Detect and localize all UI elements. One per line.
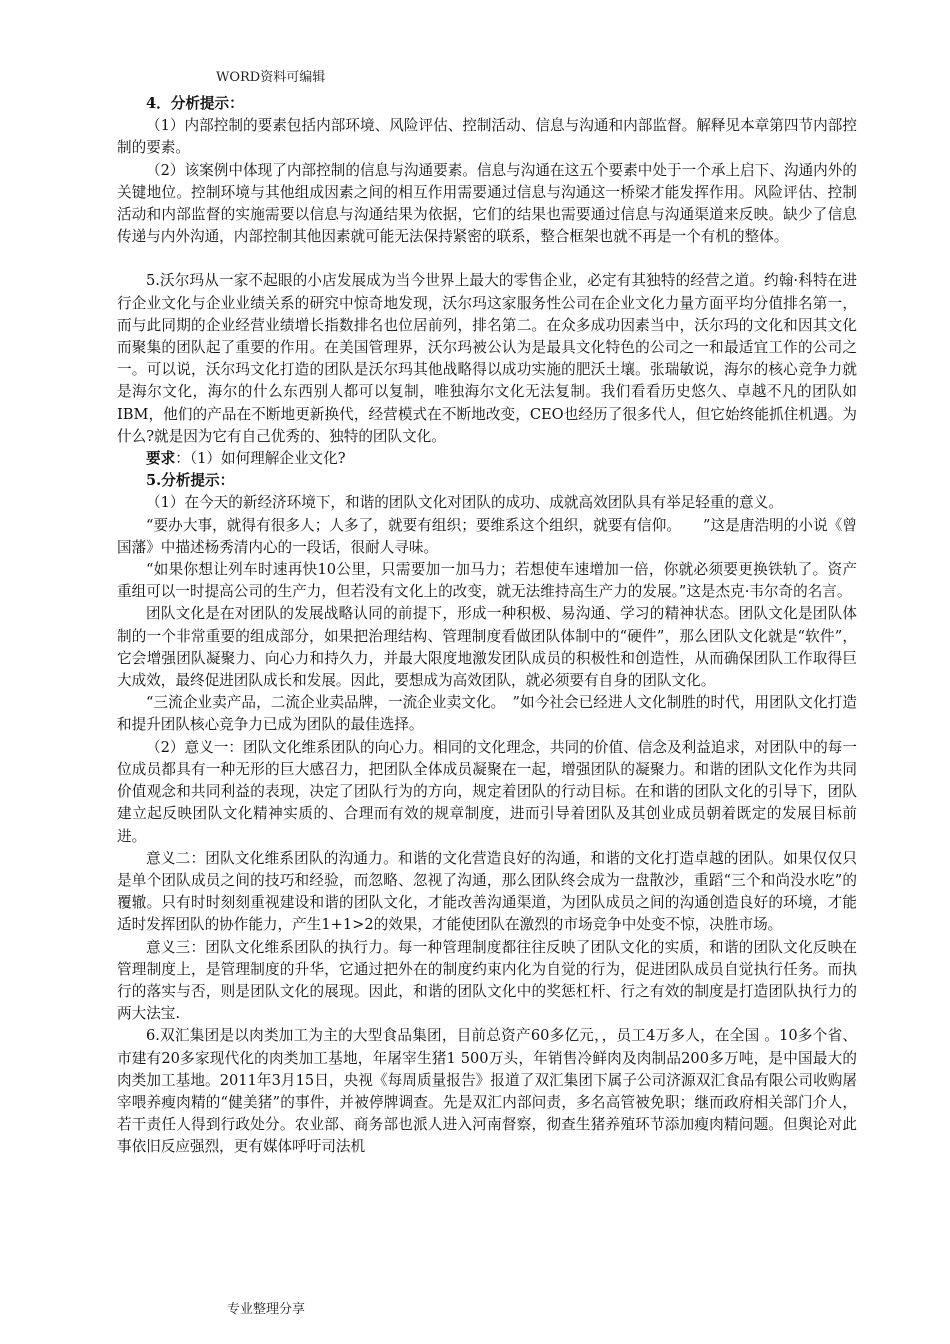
section5-analysis-4: 团队文化是在对团队的发展战略认同的前提下，形成一种积极、易沟通、学习的精神状态。团队文化是团队体制的一个非常重要的组成部分，如果把治理结构、管理制度看做团队体制中的“硬件”，那么团队文化就是“软件”，它会增强团队凝聚力、向心力和持久力，并最大限度地激发团队成员的积极性和创造性，从而确保团队工作取得巨大成效，最终促进团队成长和发展。因此，要想成为高效团队，就必须要有自身的团队文化。 [117, 605, 857, 690]
section5-analysis-8: 意义三：团队文化维系团队的执行力。每一种管理制度都往往反映了团队文化的实质，和谐的团队文化反映在管理制度上，是管理制度的升华，它通过把外在的制度约束内化为自觉的行为，促进团队成员自觉执行任务。而执行的落实与否，则是团队文化的展现。因此，和谐的团队文化中的奖惩杠杆、行之有效的制度是打造团队执行力的两大法宝. [117, 938, 857, 1023]
section5-analysis-3: “如果你想让列车时速再快10公里，只需要加一加马力；若想使车速增加一倍，你就必须要更换铁轨了。资产重组可以一时提高公司的生产力，但若没有文化上的改变，就无法维持高生产力的发展。”这是杰克·韦尔奇的名言。 [117, 561, 857, 601]
section5-analysis-6: （2）意义一：团队文化维系团队的向心力。相同的文化理念，共同的价值、信念及利益追求，对团队中的每一位成员都具有一种无形的巨大感召力，把团队全体成员凝聚在一起，增强团队的凝聚力。和谐的团队文化作为共同价值观念和共同利益的表现，决定了团队行为的方向，规定着团队的行动目标。在和谐的团队文化的引导下，团队建立起反映团队文化精神实质的、合理而有效的规章制度，进而引导着团队及其创业成员朝着既定的发展目标前进。 [117, 738, 857, 845]
section5-analysis-1: （1）在今天的新经济环境下，和谐的团队文化对团队的成功、成就高效团队具有举足轻重的意义。 [146, 494, 783, 512]
section5-analysis-5: “三流企业卖产品，二流企业卖品牌，一流企业卖文化。 ”如今社会已经进人文化制胜的时代，用团队文化打造和提升团队核心竞争力已成为团队的最佳选择。 [117, 694, 857, 734]
section6-case: 6.双汇集团是以肉类加工为主的大型食品集团，目前总资产60多亿元，，员工4万多人，在全国 。10多个省、市建有20多家现代化的肉类加工基地，年屠宰生猪1 500万头，年销售冷鲜肉及肉制品200多万吨，是中国最大的肉类加工基地。2011年3月15日，央视《每周质量报告》报道了双汇集团下属子公司济源双汇食品有限公司收购屠宰喂养瘦肉精的“健美猪”的事件，并被停牌调查。先是双汇内部问责，多名高管被免职；继而政府相关部门介人，若干责任人得到行政处分。农业部、商务部也派人进入河南督察，彻查生猪养殖环节添加瘦肉精问题。但舆论对此事依旧反应强烈，更有媒体呼吁司法机 [117, 1027, 857, 1156]
section5-requirement [117, 448, 857, 470]
section5-analysis-2: “要办大事，就得有很多人；人多了，就要有组织；要维系这个组织，就要有信仰。 ”这是唐浩明的小说《曾国藩》中描述杨秀清内心的一段话，很耐人寻味。 [117, 516, 857, 556]
requirement-text: ：（1）如何理解企业文化? [175, 450, 346, 468]
section4-paragraph-1: （1）内部控制的要素包括内部环境、风险评估、控制活动、信息与沟通和内部监督。解释见本章第四节内部控制的要素。 [117, 117, 857, 157]
page-header: WORD资料可编辑 [216, 70, 326, 85]
section4-heading: 4．分析提示： [146, 95, 244, 112]
paragraph-spacer [117, 248, 857, 270]
page-footer: 专业整理分享 [227, 1302, 306, 1317]
section5-analysis-7: 意义二：团队文化维系团队的沟通力。和谐的文化营造良好的沟通，和谐的文化打造卓越的团队。如果仅仅只是单个团队成员之间的技巧和经验，而忽略、忽视了沟通，那么团队终会成为一盘散沙，重蹈“三个和尚没水吃”的覆辙。只有时时刻刻重视建设和谐的团队文化，才能改善沟通渠道，为团队成员之间的沟通创造良好的环境，才能适时发挥团队的协作能力，产生1+1>2的效果，才能使团队在激烈的市场竞争中处变不惊，决胜市场。 [117, 849, 857, 934]
document-body [117, 93, 857, 1159]
section5-case: 5.沃尔玛从一家不起眼的小店发展成为当今世界上最大的零售企业，必定有其独特的经营之道。约翰·科特在进行企业文化与企业业绩关系的研究中惊奇地发现，沃尔玛这家服务性公司在企业文化力量方面平均分值排名第一，而与此同期的企业经营业绩增长指数排名也位居前列，排名第二。在众多成功因素当中，沃尔玛的文化和因其文化而聚集的团队起了重要的作用。在美国管理界，沃尔玛被公认为是最具文化特色的公司之一和最适宜工作的公司之一。可以说，沃尔玛文化打造的团队是沃尔玛其他战略得以成功实施的肥沃土壤。张瑞敏说，海尔的核心竞争力就是海尔文化，海尔的什么东西别人都可以复制，唯独海尔文化无法复制。我们看看历史悠久、卓越不凡的团队如IBM，他们的产品在不断地更新换代，经营模式在不断地改变，CEO也经历了很多代人，但它始终能抓住机遇。为什么?就是因为它有自己优秀的、独特的团队文化。 [117, 272, 857, 445]
section5-heading: 5.分析提示： [146, 472, 235, 490]
requirement-label: 要求 [146, 450, 176, 468]
section4-paragraph-2: （2）该案例中体现了内部控制的信息与沟通要素。信息与沟通在这五个要素中处于一个承上启下、沟通内外的关键地位。控制环境与其他组成因素之间的相互作用需要通过信息与沟通这一桥梁才能发挥作用。风险评估、控制活动和内部监督的实施需要以信息与沟通结果为依据，它们的结果也需要通过信息与沟通渠道来反映。缺少了信息传递与内外沟通，内部控制其他因素就可能无法保持紧密的联系，整合框架也就不再是一个有机的整体。 [117, 161, 857, 246]
